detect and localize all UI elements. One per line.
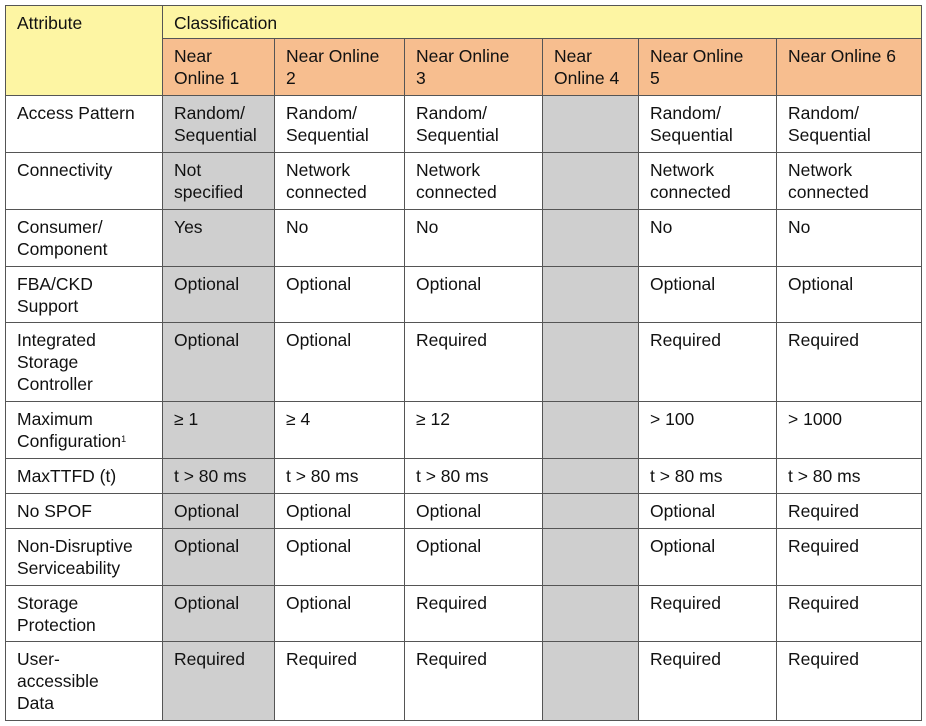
value-cell xyxy=(275,529,405,586)
attribute-name-cell xyxy=(6,529,163,586)
attribute-name-line: No SPOF xyxy=(17,501,92,521)
attribute-name-cell xyxy=(6,153,163,210)
table-body xyxy=(6,96,922,721)
column-header-line: 3 xyxy=(416,68,426,88)
cell-text: Required xyxy=(650,649,722,669)
cell-text: Required xyxy=(416,593,488,613)
cell-text: Required xyxy=(788,330,860,350)
empty-shaded-cell xyxy=(543,586,639,642)
cell-text: specified xyxy=(174,182,244,202)
column-header-line: Near xyxy=(554,46,592,66)
attribute-name-cell xyxy=(6,459,163,494)
cell-text: Not xyxy=(174,160,202,180)
column-header-line: Online 4 xyxy=(554,68,620,88)
cell-text: Required xyxy=(650,593,722,613)
cell-text: Optional xyxy=(286,536,352,556)
cell-text: > 100 xyxy=(650,409,695,429)
table-row xyxy=(6,153,922,210)
value-cell xyxy=(777,642,922,721)
column-header-line: 2 xyxy=(286,68,296,88)
value-cell xyxy=(639,529,777,586)
value-cell xyxy=(777,267,922,323)
column-header-line: Near Online xyxy=(650,46,744,66)
empty-shaded-cell xyxy=(543,494,639,529)
value-cell xyxy=(275,459,405,494)
value-cell xyxy=(405,529,543,586)
attribute-name-line: Storage xyxy=(17,593,79,613)
cell-text: Optional xyxy=(788,274,854,294)
column-header-near-online-6 xyxy=(777,39,922,96)
attribute-name-cell xyxy=(6,494,163,529)
attribute-name-line: Consumer/ xyxy=(17,217,103,237)
attribute-name-line: Data xyxy=(17,693,54,713)
cell-text: connected xyxy=(286,182,367,202)
value-cell xyxy=(639,642,777,721)
cell-text: Required xyxy=(174,649,246,669)
cell-text: t > 80 ms xyxy=(416,466,489,486)
empty-shaded-cell xyxy=(543,529,639,586)
value-cell xyxy=(163,210,275,267)
table-row xyxy=(6,210,922,267)
value-cell xyxy=(777,96,922,153)
empty-shaded-cell xyxy=(543,323,639,402)
table-row xyxy=(6,642,922,721)
classification-table xyxy=(5,5,922,721)
cell-text: ≥ 1 xyxy=(174,409,199,429)
table-row xyxy=(6,96,922,153)
value-cell xyxy=(639,459,777,494)
value-cell xyxy=(639,586,777,642)
value-cell xyxy=(163,402,275,459)
value-cell xyxy=(275,494,405,529)
cell-text: Network xyxy=(286,160,351,180)
cell-text: Optional xyxy=(174,593,240,613)
cell-text: Optional xyxy=(174,536,240,556)
value-cell xyxy=(163,459,275,494)
value-cell xyxy=(405,96,543,153)
value-cell xyxy=(777,210,922,267)
table-row xyxy=(6,267,922,323)
footnote-marker: 1 xyxy=(121,434,127,444)
cell-text: Required xyxy=(416,649,488,669)
cell-text: Optional xyxy=(650,274,716,294)
cell-text: t > 80 ms xyxy=(286,466,359,486)
column-header-line: Near Online xyxy=(286,46,380,66)
value-cell xyxy=(777,153,922,210)
cell-text: Required xyxy=(416,330,488,350)
cell-text: Required xyxy=(788,649,860,669)
value-cell xyxy=(163,529,275,586)
value-cell xyxy=(275,323,405,402)
column-header-near-online-4 xyxy=(543,39,639,96)
attribute-name-line: FBA/CKD xyxy=(17,274,93,294)
cell-text: Random/ xyxy=(650,103,722,123)
attribute-name-cell xyxy=(6,642,163,721)
value-cell xyxy=(639,494,777,529)
attribute-name-line: Component xyxy=(17,239,108,259)
cell-text: Required xyxy=(788,593,860,613)
cell-text: t > 80 ms xyxy=(788,466,861,486)
value-cell xyxy=(639,267,777,323)
cell-text: Optional xyxy=(286,593,352,613)
attribute-name-line: Integrated xyxy=(17,330,96,350)
value-cell xyxy=(777,529,922,586)
value-cell xyxy=(405,210,543,267)
column-header-near-online-1 xyxy=(163,39,275,96)
cell-text: connected xyxy=(650,182,731,202)
attribute-name-line: Protection xyxy=(17,615,96,635)
cell-text: Network xyxy=(650,160,715,180)
cell-text: Optional xyxy=(416,501,482,521)
column-header-line: Near xyxy=(174,46,212,66)
cell-text: Random/ xyxy=(286,103,358,123)
cell-text: connected xyxy=(788,182,869,202)
cell-text: t > 80 ms xyxy=(650,466,723,486)
value-cell xyxy=(777,402,922,459)
cell-text: Sequential xyxy=(174,125,257,145)
cell-text: Optional xyxy=(650,536,716,556)
cell-text: Yes xyxy=(174,217,203,237)
cell-text: Optional xyxy=(286,501,352,521)
column-header-line: Near Online 6 xyxy=(788,46,896,66)
value-cell xyxy=(163,494,275,529)
attribute-name-line: Access Pattern xyxy=(17,103,135,123)
value-cell xyxy=(275,153,405,210)
value-cell xyxy=(163,153,275,210)
cell-text: Required xyxy=(788,536,860,556)
value-cell xyxy=(777,323,922,402)
value-cell xyxy=(639,402,777,459)
value-cell xyxy=(405,586,543,642)
value-cell xyxy=(275,210,405,267)
cell-text: Required xyxy=(788,501,860,521)
value-cell xyxy=(405,267,543,323)
attribute-name-line: Maximum xyxy=(17,409,93,429)
cell-text: No xyxy=(286,217,309,237)
attribute-name-cell xyxy=(6,96,163,153)
cell-text: Network xyxy=(416,160,481,180)
empty-shaded-cell xyxy=(543,153,639,210)
value-cell xyxy=(275,642,405,721)
value-cell xyxy=(405,642,543,721)
empty-shaded-cell xyxy=(543,267,639,323)
cell-text: Optional xyxy=(174,330,240,350)
cell-text: Optional xyxy=(416,536,482,556)
cell-text: Required xyxy=(286,649,358,669)
value-cell xyxy=(405,153,543,210)
cell-text: Optional xyxy=(174,501,240,521)
cell-text: > 1000 xyxy=(788,409,843,429)
value-cell xyxy=(163,267,275,323)
empty-shaded-cell xyxy=(543,642,639,721)
attribute-name-line: Storage xyxy=(17,352,79,372)
column-header-line: 5 xyxy=(650,68,660,88)
attribute-name-line: accessible xyxy=(17,671,99,691)
table-row xyxy=(6,586,922,642)
value-cell xyxy=(163,96,275,153)
cell-text: Random/ xyxy=(416,103,488,123)
column-header-near-online-3 xyxy=(405,39,543,96)
value-cell xyxy=(639,96,777,153)
cell-text: No xyxy=(650,217,673,237)
value-cell xyxy=(405,402,543,459)
value-cell xyxy=(639,323,777,402)
column-header-near-online-5 xyxy=(639,39,777,96)
table-row xyxy=(6,459,922,494)
value-cell xyxy=(275,586,405,642)
attribute-name-line: Serviceability xyxy=(17,558,121,578)
attribute-header: Attribute xyxy=(6,6,163,96)
value-cell xyxy=(163,323,275,402)
attribute-name-line: MaxTTFD (t) xyxy=(17,466,117,486)
attribute-name-cell xyxy=(6,210,163,267)
cell-text: Sequential xyxy=(788,125,871,145)
cell-text: ≥ 12 xyxy=(416,409,450,429)
column-header-line: Online 1 xyxy=(174,68,240,88)
value-cell xyxy=(777,586,922,642)
attribute-name-line: Configuration xyxy=(17,431,122,451)
cell-text: connected xyxy=(416,182,497,202)
cell-text: Optional xyxy=(286,330,352,350)
attribute-name-cell xyxy=(6,402,163,459)
table-row xyxy=(6,402,922,459)
cell-text: Required xyxy=(650,330,722,350)
attribute-name-line: Connectivity xyxy=(17,160,113,180)
attribute-name-cell xyxy=(6,323,163,402)
table-row xyxy=(6,529,922,586)
column-header-near-online-2 xyxy=(275,39,405,96)
attribute-name-line: Support xyxy=(17,296,79,316)
cell-text: Network xyxy=(788,160,853,180)
cell-text: Optional xyxy=(650,501,716,521)
value-cell xyxy=(275,267,405,323)
attribute-name-cell xyxy=(6,267,163,323)
value-cell xyxy=(275,402,405,459)
value-cell xyxy=(639,153,777,210)
table-row xyxy=(6,494,922,529)
value-cell xyxy=(163,642,275,721)
cell-text: No xyxy=(788,217,811,237)
empty-shaded-cell xyxy=(543,402,639,459)
attribute-name-line: Controller xyxy=(17,374,93,394)
value-cell xyxy=(275,96,405,153)
value-cell xyxy=(639,210,777,267)
attribute-name-cell xyxy=(6,586,163,642)
cell-text: No xyxy=(416,217,439,237)
value-cell xyxy=(405,494,543,529)
classification-header: Classification xyxy=(163,6,922,39)
cell-text: Optional xyxy=(416,274,482,294)
value-cell xyxy=(405,323,543,402)
cell-text: Optional xyxy=(174,274,240,294)
column-header-line: Near Online xyxy=(416,46,510,66)
cell-text: Sequential xyxy=(286,125,369,145)
value-cell xyxy=(777,494,922,529)
attribute-name-line: User- xyxy=(17,649,60,669)
cell-text: ≥ 4 xyxy=(286,409,311,429)
empty-shaded-cell xyxy=(543,459,639,494)
attribute-name-line: Non-Disruptive xyxy=(17,536,133,556)
table-row xyxy=(6,323,922,402)
value-cell xyxy=(777,459,922,494)
cell-text: Random/ xyxy=(788,103,860,123)
cell-text: Sequential xyxy=(650,125,733,145)
empty-shaded-cell xyxy=(543,96,639,153)
cell-text: Optional xyxy=(286,274,352,294)
value-cell xyxy=(163,586,275,642)
value-cell xyxy=(405,459,543,494)
cell-text: Sequential xyxy=(416,125,499,145)
cell-text: t > 80 ms xyxy=(174,466,247,486)
empty-shaded-cell xyxy=(543,210,639,267)
cell-text: Random/ xyxy=(174,103,246,123)
